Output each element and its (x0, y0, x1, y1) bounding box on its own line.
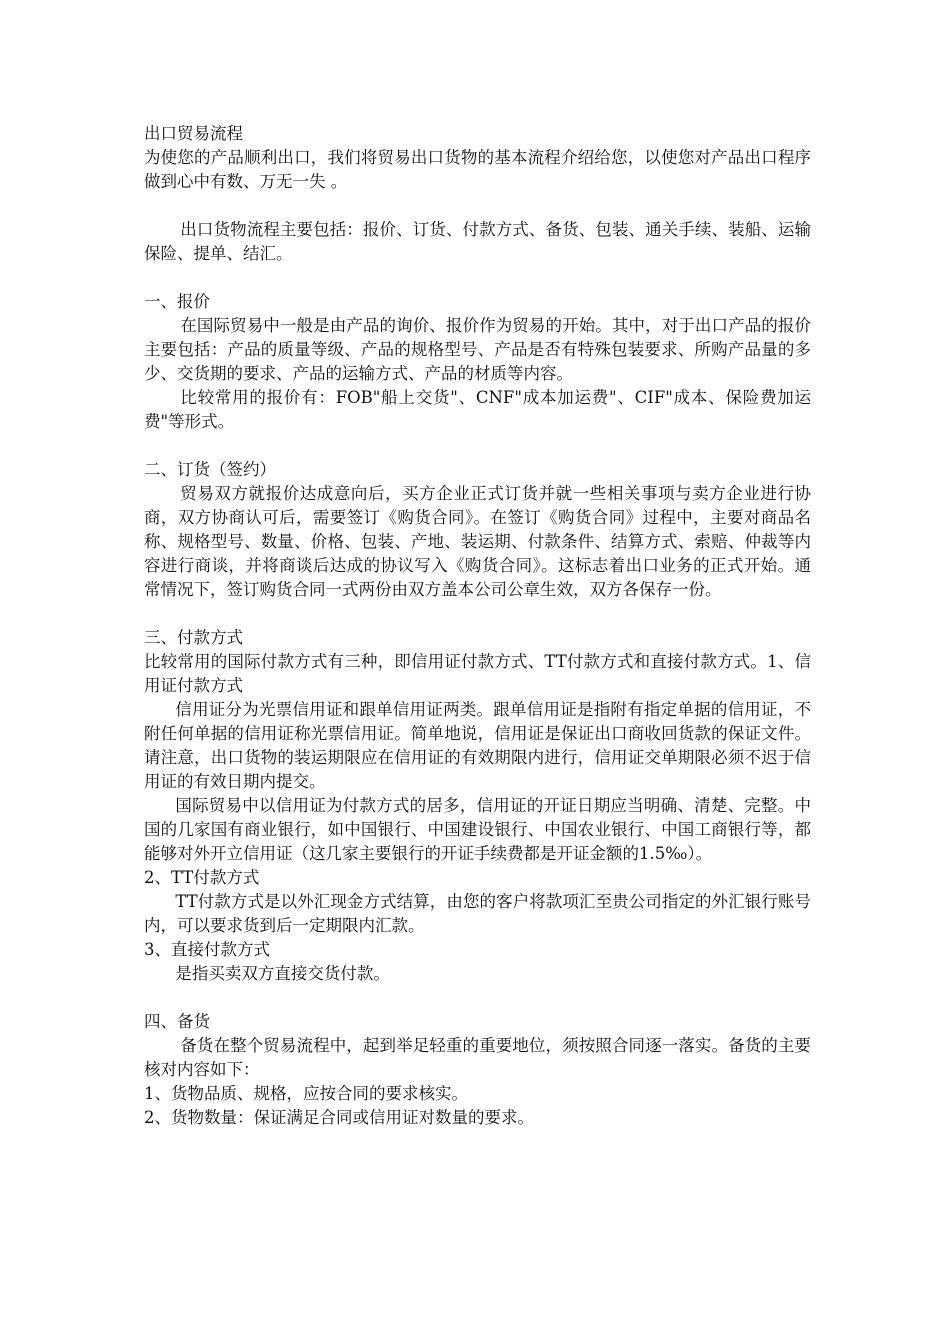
direct-payment-heading: 3、直接付款方式 (144, 940, 270, 959)
direct-payment-paragraph: 是指买卖双方直接交货付款。 (175, 964, 390, 983)
stock-list-item: 2、货物数量：保证满足合同或信用证对数量的要求。 (144, 1108, 534, 1127)
overview-paragraph: 出口货物流程主要包括：报价、订货、付款方式、备货、包装、通关手续、装船、运输保险、提单、结汇。 (144, 220, 811, 263)
document-title: 出口贸易流程 (144, 124, 243, 143)
spacer (144, 266, 811, 290)
section-heading-quotation: 一、报价 (144, 292, 210, 311)
tt-paragraph: TT付款方式是以外汇现金方式结算，由您的客户将款项汇至贵公司指定的外汇银行账号内，可以要求货到后一定期限内汇款。 (144, 892, 811, 935)
stock-paragraph-1: 备货在整个贸易流程中，起到举足轻重的重要地位，须按照合同逐一落实。备货的主要核对内容如下： (144, 1036, 811, 1079)
order-paragraph-1: 贸易双方就报价达成意向后，买方企业正式订货并就一些相关事项与卖方企业进行协商，双方协商认可后，需要签订《购货合同》。在签订《购货合同》过程中，主要对商品名称、规格型号、数量、价格、包装、产地、装运期、付款条件、结算方式、索赔、仲裁等内容进行商谈，并将商谈后达成的协议写入《购货合同》。这标志着出口业务的正式开始。通常情况下，签订购货合同一式两份由双方盖本公司公章生效，双方各保存一份。 (144, 484, 811, 599)
quotation-paragraph-2: 比较常用的报价有：FOB"船上交货"、CNF"成本加运费"、CIF"成本、保险费加运费"等形式。 (144, 388, 811, 431)
document-page (144, 122, 811, 1130)
payment-lead-paragraph: 比较常用的国际付款方式有三种，即信用证付款方式、TT付款方式和直接付款方式。1、信用证付款方式 (144, 652, 811, 695)
tt-heading: 2、TT付款方式 (144, 868, 260, 887)
spacer (144, 602, 811, 626)
spacer (144, 194, 811, 218)
section-heading-order: 二、订货（签约） (144, 460, 276, 479)
lc-paragraph-2: 国际贸易中以信用证为付款方式的居多，信用证的开证日期应当明确、清楚、完整。中国的几家国有商业银行，如中国银行、中国建设银行、中国农业银行、中国工商银行等，都能够对外开立信用证（这几家主要银行的开证手续费都是开证金额的1.5‰）。 (144, 796, 811, 863)
section-heading-payment: 三、付款方式 (144, 628, 243, 647)
intro-paragraph: 为使您的产品顺利出口，我们将贸易出口货物的基本流程介绍给您，以使您对产品出口程序做到心中有数、万无一失 。 (144, 148, 811, 191)
stock-list-item: 1、货物品质、规格，应按合同的要求核实。 (144, 1084, 468, 1103)
spacer (144, 986, 811, 1010)
section-heading-stock: 四、备货 (144, 1012, 210, 1031)
lc-paragraph-1: 信用证分为光票信用证和跟单信用证两类。跟单信用证是指附有指定单据的信用证，不附任何单据的信用证称光票信用证。简单地说，信用证是保证出口商收回货款的保证文件。请注意，出口货物的装运期限应在信用证的有效期限内进行，信用证交单期限必须不迟于信用证的有效日期内提交。 (144, 700, 811, 791)
quotation-paragraph-1: 在国际贸易中一般是由产品的询价、报价作为贸易的开始。其中，对于出口产品的报价主要包括：产品的质量等级、产品的规格型号、产品是否有特殊包装要求、所购产品量的多少、交货期的要求、产品的运输方式、产品的材质等内容。 (144, 316, 811, 383)
spacer (144, 434, 811, 458)
